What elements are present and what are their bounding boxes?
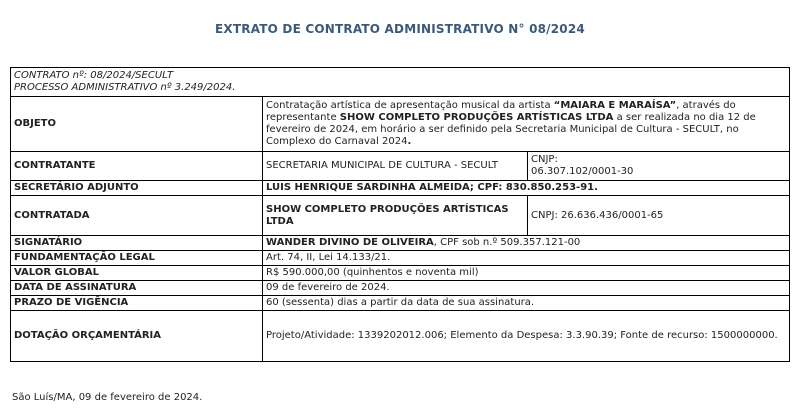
value-objeto: [263, 97, 790, 152]
objeto-text-4: .: [407, 136, 412, 147]
value-data-assinatura: 09 de fevereiro de 2024.: [263, 281, 790, 296]
header-cell: [11, 68, 790, 97]
label-contratada: CONTRATADA: [11, 196, 263, 236]
value-secretario: LUIS HENRIQUE SARDINHA ALMEIDA; CPF: 830.850.253-91.: [263, 181, 790, 196]
value-dotacao: Projeto/Atividade: 1339202012.006; Elemento da Despesa: 3.3.90.39; Fonte de recurso: 1500000000.: [263, 311, 790, 362]
value-fundamentacao: Art. 74, II, Lei 14.133/21.: [263, 251, 790, 266]
label-objeto: OBJETO: [11, 97, 263, 152]
value-signatario: [263, 236, 790, 251]
row-contratante: [11, 152, 790, 181]
value-contratada: SHOW COMPLETO PRODUÇÕES ARTÍSTICAS LTDA: [263, 196, 528, 236]
objeto-text-1: Contratação artística de apresentação musical da artista: [266, 100, 554, 111]
label-prazo: PRAZO DE VIGÊNCIA: [11, 296, 263, 311]
row-fundamentacao: [11, 251, 790, 266]
cnpj-contratante: [528, 152, 790, 181]
row-prazo: [11, 296, 790, 311]
contract-number: CONTRATO nº: 08/2024/SECULT: [14, 70, 174, 81]
row-objeto: [11, 97, 790, 152]
row-signatario: [11, 236, 790, 251]
contract-table: [10, 67, 790, 362]
document-title: EXTRATO DE CONTRATO ADMINISTRATIVO N° 08/2024: [215, 22, 585, 36]
objeto-text-2: , através do representante: [266, 100, 736, 123]
objeto-artist: “MAIARA E MARAÍSA”: [553, 100, 677, 111]
label-signatario: SIGNATÁRIO: [11, 236, 263, 251]
process-number: PROCESSO ADMINISTRATIVO nº 3.249/2024.: [14, 82, 236, 93]
label-data-assinatura: DATA DE ASSINATURA: [11, 281, 263, 296]
objeto-text-3: a ser realizada no dia 12 de fevereiro de 2024, em horário a ser definido pela Secretaria Municipal de Cultura - SECULT, no Complexo do Carnaval 2024: [266, 112, 756, 147]
cnpj-value: 06.307.102/0001-30: [531, 166, 634, 177]
value-prazo: 60 (sessenta) dias a partir da data de sua assinatura.: [263, 296, 790, 311]
row-data-assinatura: [11, 281, 790, 296]
objeto-representative: SHOW COMPLETO PRODUÇÕES ARTÍSTICAS LTDA: [339, 112, 614, 123]
cnpj-label: CNJP:: [531, 154, 558, 165]
signatario-cpf: , CPF sob n.º 509.357.121-00: [433, 237, 581, 248]
cnpj-contratada: CNPJ: 26.636.436/0001-65: [528, 196, 790, 236]
signatario-name: WANDER DIVINO DE OLIVEIRA: [266, 237, 434, 248]
row-dotacao: [11, 311, 790, 362]
label-dotacao: DOTAÇÃO ORÇAMENTÁRIA: [11, 311, 263, 362]
value-valor: R$ 590.000,00 (quinhentos e noventa mil): [263, 266, 790, 281]
footer-date: São Luís/MA, 09 de fevereiro de 2024.: [12, 392, 203, 403]
row-contratada: [11, 196, 790, 236]
row-valor: [11, 266, 790, 281]
value-contratante: SECRETARIA MUNICIPAL DE CULTURA - SECULT: [263, 152, 528, 181]
label-valor: VALOR GLOBAL: [11, 266, 263, 281]
label-secretario: SECRETÁRIO ADJUNTO: [11, 181, 263, 196]
label-contratante: CONTRATANTE: [11, 152, 263, 181]
row-secretario: [11, 181, 790, 196]
header-row: [11, 68, 790, 97]
label-fundamentacao: FUNDAMENTAÇÃO LEGAL: [11, 251, 263, 266]
